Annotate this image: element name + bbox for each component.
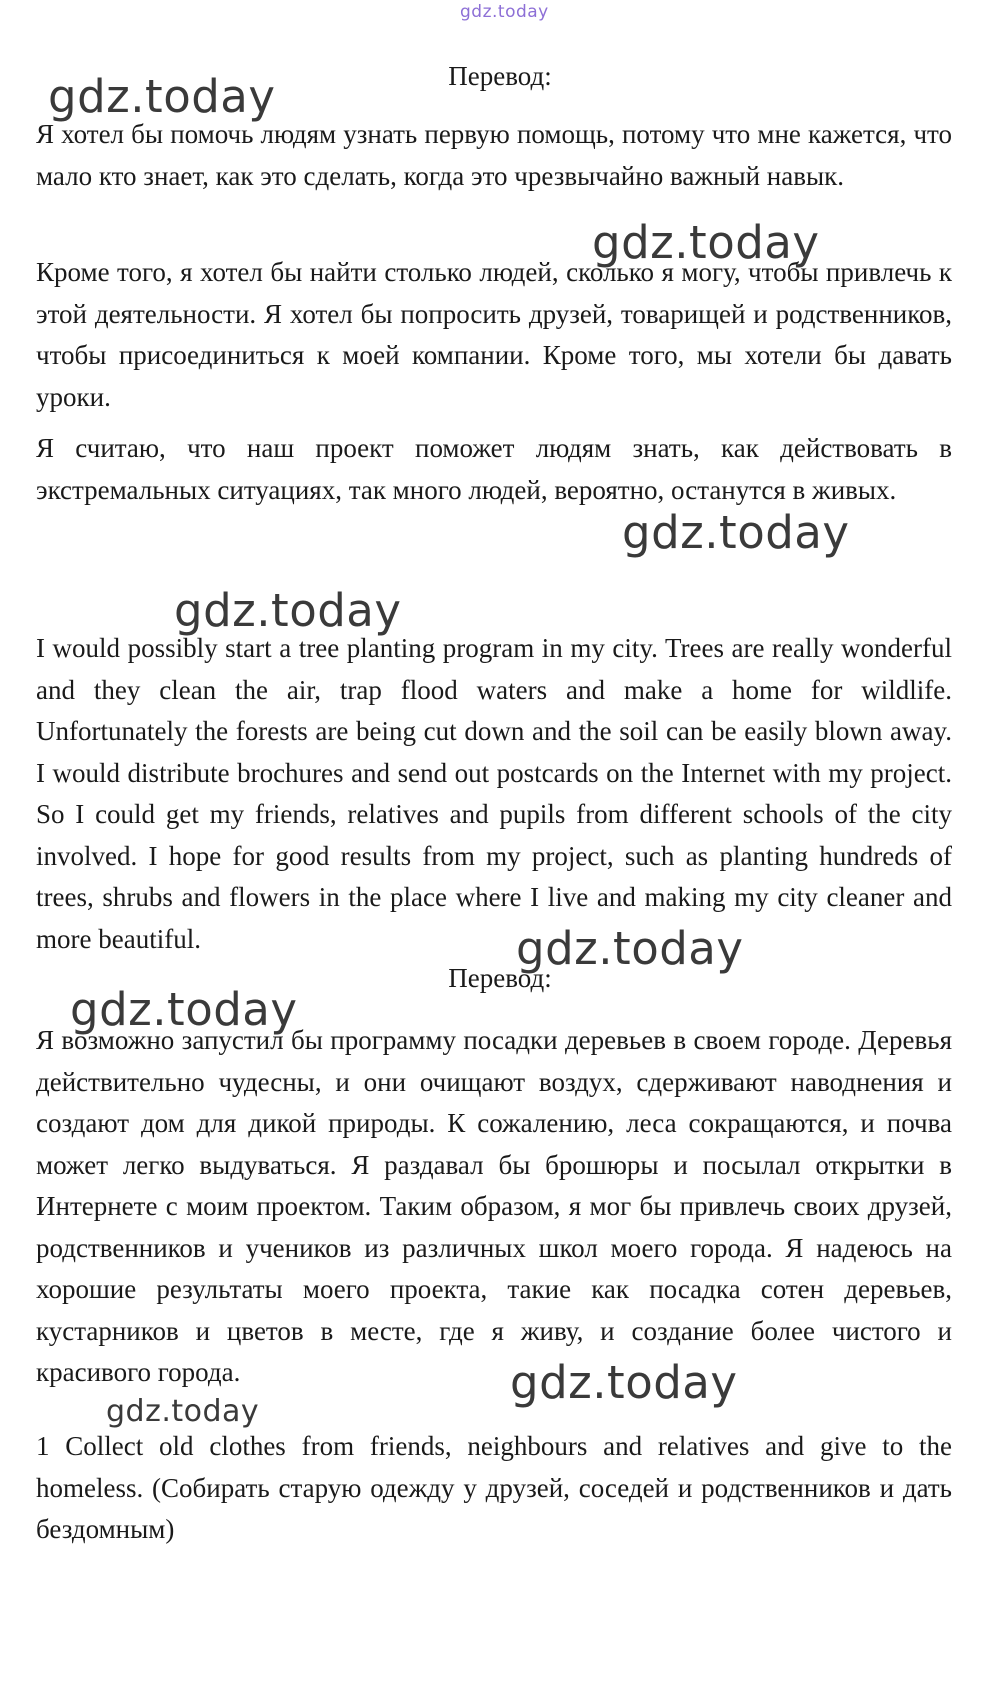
translation-heading-1: Перевод: <box>448 61 552 91</box>
watermark: gdz.today <box>516 922 744 975</box>
paragraph-ru-4: Я возможно запустил бы программу посадки деревьев в своем городе. Деревья действительно чудесны, и они очищают воздух, сдерживают наводнения и создают дом для дикой природы. К сожалению, леса сокращаются, и почва может легко выдуваться. Я раздавал бы брошюры и посылал открытки в Интернете с моим проектом. Таким образом, я мог бы привлечь своих друзей, родственников и учеников из различных школ моего города. Я надеюсь на хорошие результаты моего проекта, такие как посадка сотен деревьев, кустарников и цветов в месте, где я живу, и создание более чистого и красивого города. <box>36 1025 952 1387</box>
paragraph-en-1: I would possibly start a tree planting program in my city. Trees are really wonderful and they clean the air, trap flood waters and make a home for wildlife. Unfortunately the forests are being cut down and the soil can be easily blown away. I would distribute brochures and send out postcards on the Internet with my project. So I could get my friends, relatives and pupils from different schools of the city involved. I hope for good results from my project, such as planting hundreds of trees, shrubs and flowers in the place where I live and making my city cleaner and more beautiful. <box>36 633 952 954</box>
watermark: gdz.today <box>592 216 820 269</box>
watermark: gdz.today <box>106 1394 260 1429</box>
watermark: gdz.today <box>622 506 850 559</box>
paragraph-en-2: 1 Collect old clothes from friends, neighbours and relatives and give to the homeless. (Собирать старую одежду у друзей, соседей и родственников и дать бездомным) <box>36 1431 952 1544</box>
watermark: gdz.today <box>174 584 402 637</box>
paragraph-ru-2: Кроме того, я хотел бы найти столько людей, сколько я могу, чтобы привлечь к этой деятельности. Я хотел бы попросить друзей, товарищей и родственников, чтобы присоединиться к моей компании. Кроме того, мы хотели бы давать уроки. <box>36 257 952 412</box>
watermark: gdz.today <box>48 70 276 123</box>
paragraph-ru-3: Я считаю, что наш проект поможет людям знать, как действовать в экстремальных ситуациях, так много людей, вероятно, останутся в живых. <box>36 433 952 505</box>
watermark-top: gdz.today <box>460 2 549 22</box>
translation-heading-2: Перевод: <box>448 963 552 993</box>
watermark: gdz.today <box>70 983 298 1036</box>
watermark: gdz.today <box>510 1356 738 1409</box>
paragraph-ru-1: Я хотел бы помочь людям узнать первую помощь, потому что мне кажется, что мало кто знает, как это сделать, когда это чрезвычайно важный навык. <box>36 119 952 191</box>
